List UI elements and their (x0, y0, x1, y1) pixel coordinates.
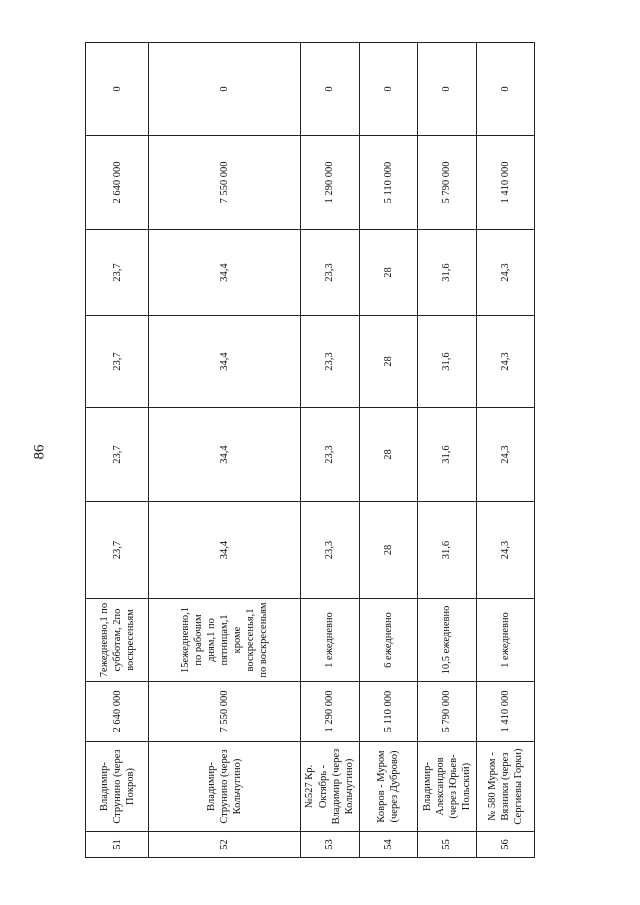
row-number: 54 (359, 832, 417, 858)
amount-left: 1 410 000 (476, 682, 534, 742)
value-1: 28 (359, 502, 417, 599)
value-3: 34,4 (149, 316, 300, 408)
route-name: Владимир-Струнино (через Кольчугино) (149, 742, 300, 832)
value-1: 34,4 (149, 502, 300, 599)
final-value: 0 (359, 43, 417, 136)
page-number: 86 (31, 444, 48, 460)
value-4: 23,7 (86, 230, 149, 316)
value-3: 31,6 (417, 316, 476, 408)
value-2: 24,3 (476, 408, 534, 502)
route-name: №527 Кр. Октябрь - Владимир (через Кольчугино) (300, 742, 359, 832)
amount-right: 7 550 000 (149, 136, 300, 230)
row-number: 52 (149, 832, 300, 858)
value-4: 24,3 (476, 230, 534, 316)
amount-right: 5 790 000 (417, 136, 476, 230)
amount-left: 2 640 000 (86, 682, 149, 742)
value-4: 34,4 (149, 230, 300, 316)
rotated-table-wrapper (85, 43, 535, 858)
value-1: 23,7 (86, 502, 149, 599)
value-3: 23,7 (86, 316, 149, 408)
amount-left: 5 110 000 (359, 682, 417, 742)
amount-right: 1 410 000 (476, 136, 534, 230)
schedule: 7ежедневно,1 по субботам, 2по воскресеньям (86, 599, 149, 682)
schedule: 10,5 ежедневно (417, 599, 476, 682)
value-4: 31,6 (417, 230, 476, 316)
value-4: 28 (359, 230, 417, 316)
value-1: 23,3 (300, 502, 359, 599)
row-number: 51 (86, 832, 149, 858)
value-2: 23,7 (86, 408, 149, 502)
table-row (417, 43, 476, 858)
value-2: 23,3 (300, 408, 359, 502)
value-1: 24,3 (476, 502, 534, 599)
final-value: 0 (149, 43, 300, 136)
schedule: 6 ежедневно (359, 599, 417, 682)
value-2: 31,6 (417, 408, 476, 502)
value-2: 34,4 (149, 408, 300, 502)
amount-right: 5 110 000 (359, 136, 417, 230)
value-3: 28 (359, 316, 417, 408)
amount-right: 1 290 000 (300, 136, 359, 230)
value-3: 23,3 (300, 316, 359, 408)
schedule: 1 ежедневно (476, 599, 534, 682)
final-value: 0 (300, 43, 359, 136)
value-2: 28 (359, 408, 417, 502)
route-name: Ковров - Муром (через Дуброво) (359, 742, 417, 832)
table-row (359, 43, 417, 858)
amount-right: 2 640 000 (86, 136, 149, 230)
row-number: 56 (476, 832, 534, 858)
final-value: 0 (417, 43, 476, 136)
final-value: 0 (86, 43, 149, 136)
table-row (300, 43, 359, 858)
table-body (86, 43, 535, 858)
table-row (149, 43, 300, 858)
table-row (476, 43, 534, 858)
final-value: 0 (476, 43, 534, 136)
amount-left: 7 550 000 (149, 682, 300, 742)
route-name: Владимир-Александров (через Юрьев-Польский) (417, 742, 476, 832)
amount-left: 1 290 000 (300, 682, 359, 742)
row-number: 53 (300, 832, 359, 858)
schedule: 15ежедневно,1 по рабочим дням,1 по пятницам,1 кроме воскресенья,1 по воскресеньям (149, 599, 300, 682)
row-number: 55 (417, 832, 476, 858)
route-name: Владимир-Струнино (через Покров) (86, 742, 149, 832)
table-row (86, 43, 149, 858)
value-4: 23,3 (300, 230, 359, 316)
schedule: 1 ежедневно (300, 599, 359, 682)
data-table (85, 42, 535, 858)
value-3: 24,3 (476, 316, 534, 408)
value-1: 31,6 (417, 502, 476, 599)
route-name: № 580 Муром - Вязники (через Сергиевы Горки) (476, 742, 534, 832)
amount-left: 5 790 000 (417, 682, 476, 742)
